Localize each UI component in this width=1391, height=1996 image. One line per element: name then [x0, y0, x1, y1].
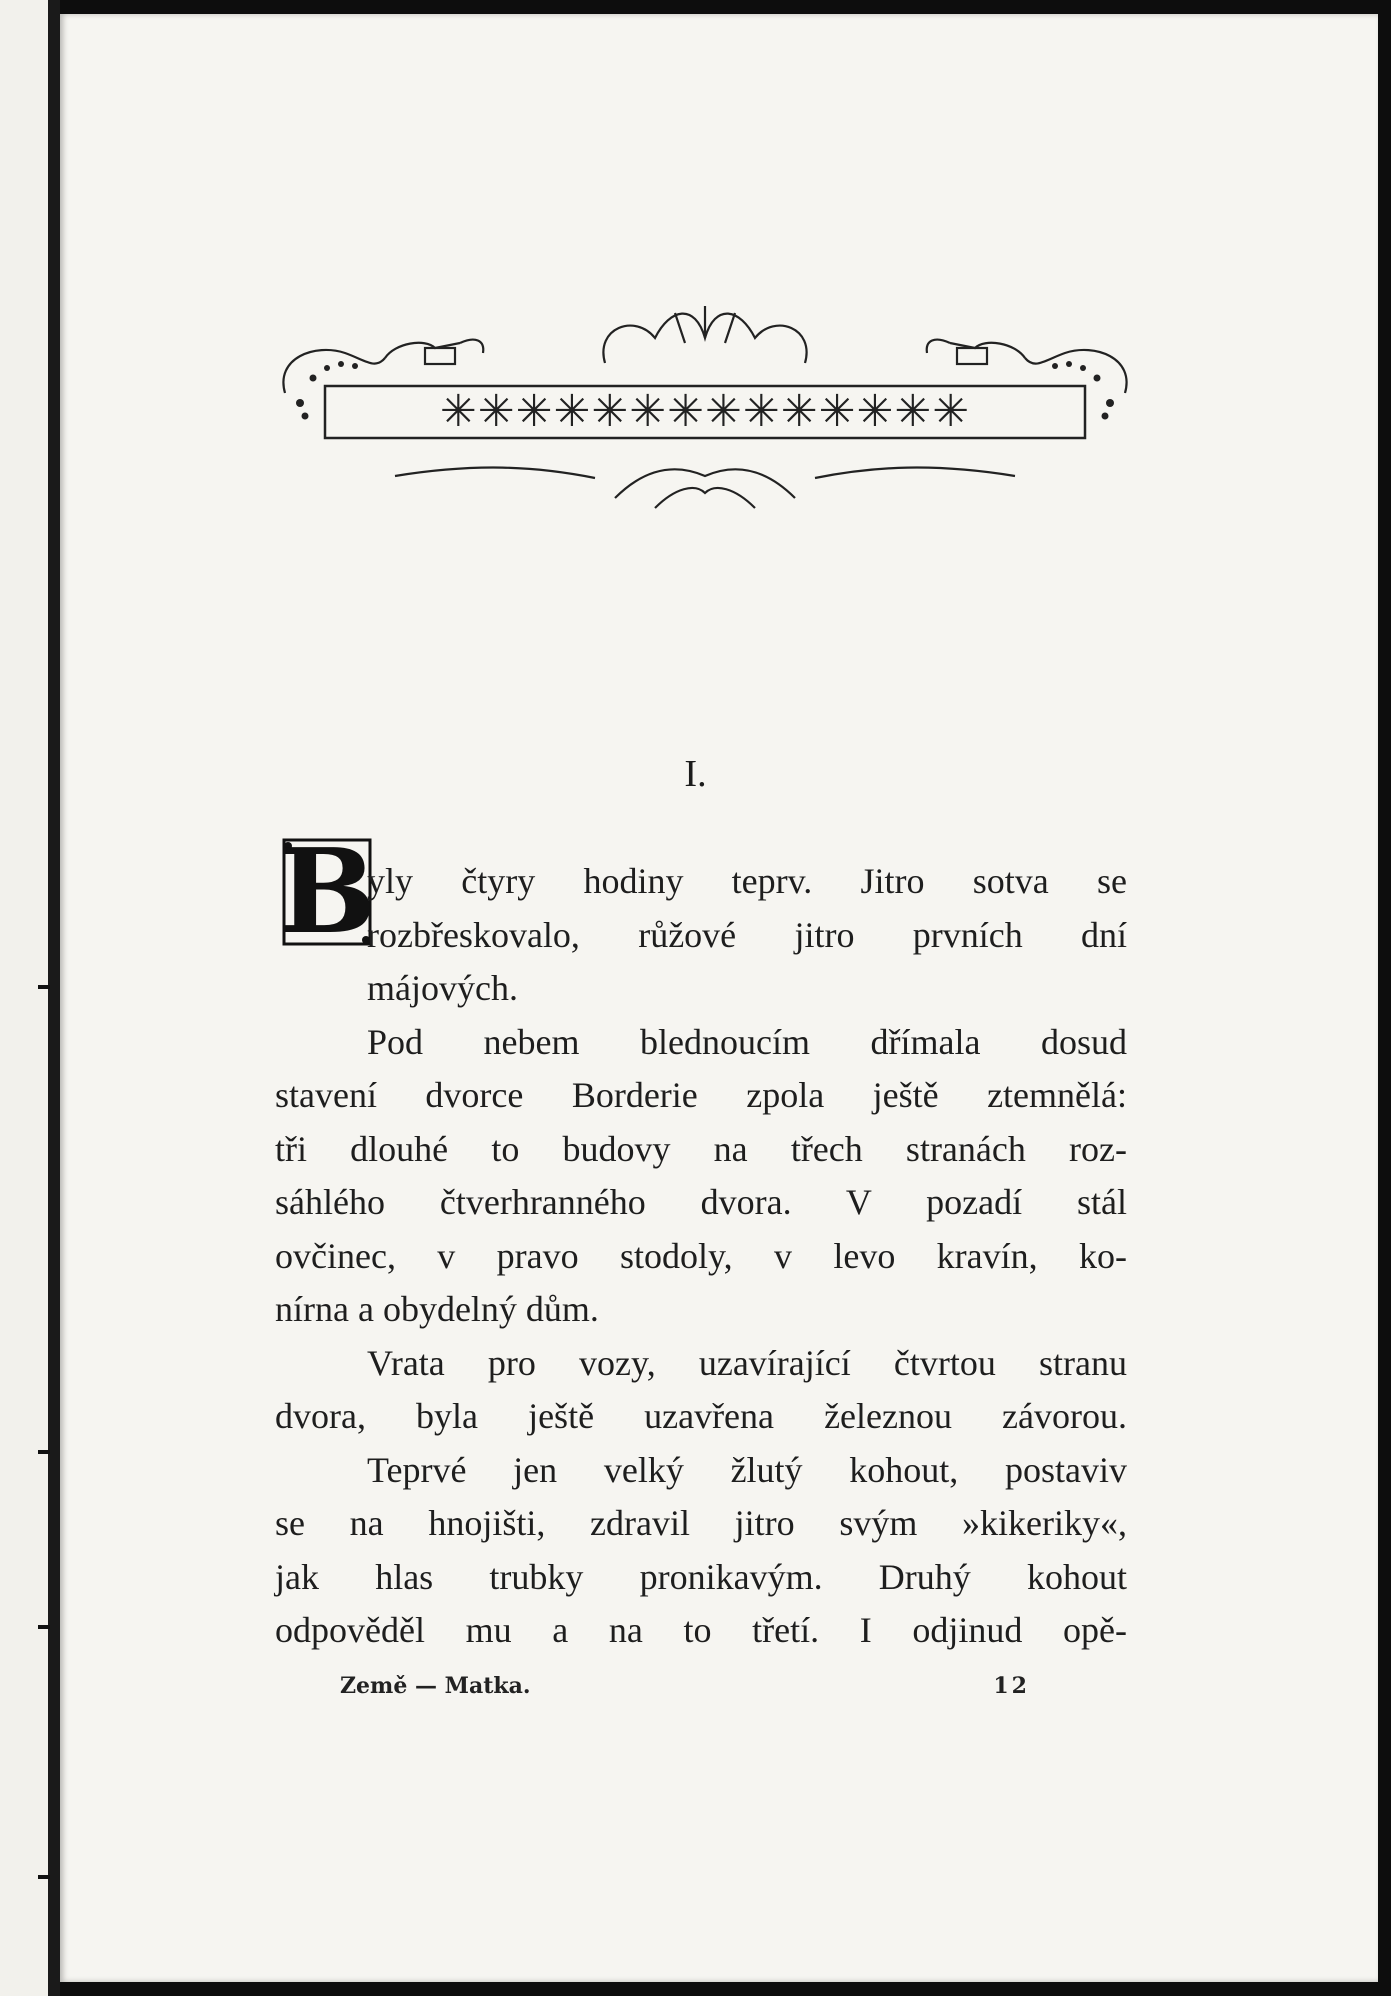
text-line: yly čtyry hodiny teprv. Jitro sotva se: [367, 861, 1127, 901]
text-line: rozbřeskovalo, růžové jitro prvních dní: [367, 914, 1127, 955]
text-line: ovčinec, v pravo stodoly, v levo kravín, ko-: [275, 1235, 1127, 1276]
text-line: dvora, byla ještě uzavřena železnou závorou.: [275, 1396, 1127, 1436]
text-line: odpověděl mu a na to třetí. I odjinud opě-: [275, 1610, 1127, 1650]
chapter-headpiece-ornament: [275, 298, 1135, 533]
text-line: Pod nebem blednoucím dřímala dosud: [367, 1021, 1127, 1062]
ornament-stars: ✳✳✳✳✳✳✳✳✳✳✳✳✳✳: [439, 386, 971, 437]
spine-mark: [38, 1625, 50, 1629]
spine-mark: [38, 1450, 50, 1454]
drop-cap-letter: B: [278, 824, 377, 960]
text-line: Vrata pro vozy, uzavírající čtvrtou stranu: [367, 1342, 1127, 1383]
footer-page-mark: 12: [993, 1673, 1030, 1699]
footer-signature: Země — Matka.: [340, 1673, 531, 1699]
text-line: stavení dvorce Borderie zpola ještě ztemnělá:: [275, 1075, 1127, 1115]
spine-mark: [38, 985, 50, 989]
text-line: májových.: [367, 968, 518, 1008]
text-line: Teprvé jen velký žlutý kohout, postaviv: [367, 1449, 1127, 1490]
body-text: [275, 855, 1127, 1658]
text-line: jak hlas trubky pronikavým. Druhý kohout: [275, 1556, 1127, 1597]
chapter-number: I.: [684, 753, 707, 795]
spine-mark: [38, 1875, 50, 1879]
text-line: sáhlého čtverhranného dvora. V pozadí stál: [275, 1182, 1127, 1222]
book-spine: [0, 0, 60, 1996]
text-line: nírna a obydelný dům.: [275, 1289, 599, 1329]
text-line: tři dlouhé to budovy na třech stranách roz-: [275, 1128, 1127, 1169]
text-line: se na hnojišti, zdravil jitro svým »kikeriky«,: [275, 1503, 1127, 1543]
